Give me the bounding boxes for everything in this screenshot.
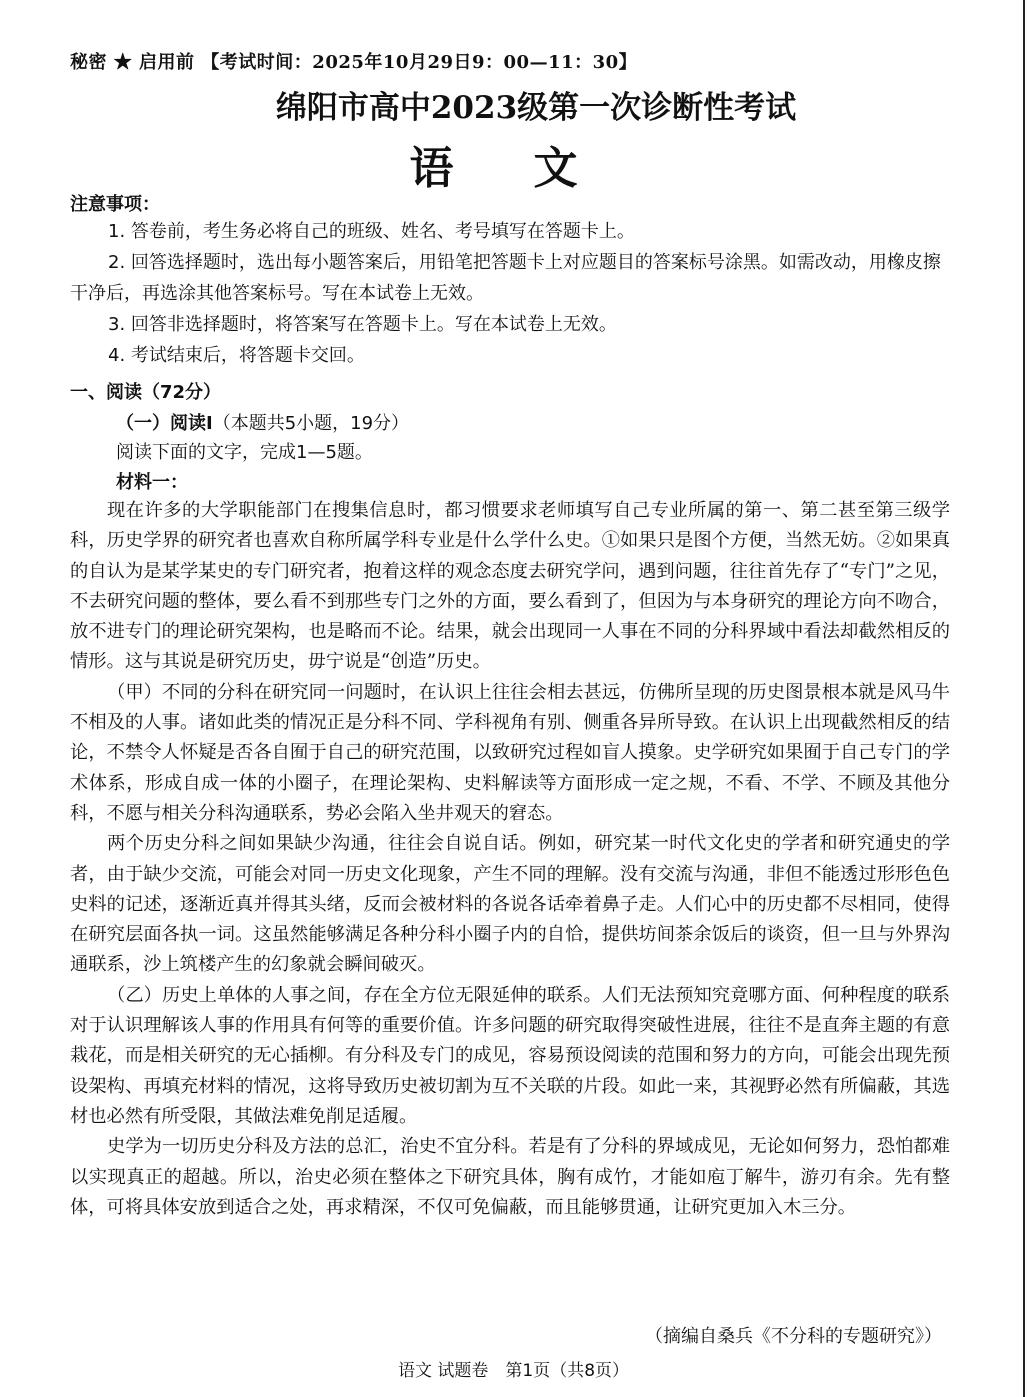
subsection-heading	[116, 409, 409, 435]
passage-paragraph: （乙）历史上单体的人事之间，存在全方位无限延伸的联系。人们无法预知究竟哪方面、何种程度的联系对于认识理解该人事的作用具有何等的重要价值。许多问题的研究取得突破性进展，往往不是直奔主题的有意栽花，而是相关研究的无心插柳。有分科及专门的成见，容易预设阅读的范围和努力的方向，可能会出现先预设架构、再填充材料的情况，这将导致历史被切割为互不关联的片段。如此一来，其视野必然有所偏蔽，其选材也必然有所受限，其做法难免削足适履。	[70, 984, 950, 1127]
subject-title: 语文	[409, 143, 658, 194]
page-footer: 语文 试题卷 第1页（共8页）	[397, 1361, 630, 1381]
passage-paragraph: 史学为一切历史分科及方法的总汇，治史不宜分科。若是有了分科的界域成见，无论如何努力，恐怕都难以实现真正的超越。所以，治史必须在整体之下研究具体，胸有成竹，才能如庖丁解牛，游刃有余。先有整体，可将具体安放到适合之处，再求精深，不仅可免偏蔽，而且能够贯通，让研究更加入木三分。	[70, 1136, 950, 1218]
passage-paragraph: 两个历史分科之间如果缺少沟通，往往会自说自话。例如，研究某一时代文化史的学者和研究通史的学者，由于缺少交流，可能会对同一历史文化现象，产生不同的理解。没有交流与沟通，非但不能透过形形色色史料的记述，逐渐近真并得其头绪，反而会被材料的各说各话牵着鼻子走。人们心中的历史都不尽相同，使得在研究层面各执一词。这虽然能够满足各种分科小圈子内的自恰，提供坊间茶余饭后的谈资，但一旦与外界沟通联系，沙上筑楼产生的幻象就会瞬间破灭。	[70, 833, 950, 976]
subsection-title: （一）阅读Ⅰ	[116, 413, 213, 434]
passage-source: （摘编自桑兵《不分科的专题研究》）	[645, 1326, 942, 1347]
notice-list	[70, 216, 950, 371]
notice-item: 3. 回答非选择题时，将答案写在答题卡上。写在本试卷上无效。	[108, 314, 617, 335]
notice-item: 2. 回答选择题时，选出每小题答案后，用铅笔把答题卡上对应题目的答案标号涂黑。如需改动，用橡皮擦干净后，再选涂其他答案标号。写在本试卷上无效。	[70, 252, 941, 304]
passage-paragraph: （甲）不同的分科在研究同一问题时，在认识上往往会相去甚远，仿佛所呈现的历史图景根本就是风马牛不相及的人事。诸如此类的情况正是分科不同、学科视角有别、侧重各异所导致。在认识上出现截然相反的结论，不禁令人怀疑是否各自囿于自己的研究范围，以致研究过程如盲人摸象。史学研究如果囿于自己专门的学术体系，形成自成一体的小圈子，在理论架构、史料解读等方面形成一定之规，不看、不学、不顾及其他分科，不愿与相关分科沟通联系，势必会陷入坐井观天的窘态。	[70, 681, 950, 824]
scan-edge-line	[1023, 0, 1025, 1397]
confidential-exam-time-line: 秘密 ★ 启用前 【考试时间：2025年10月29日9：00—11：30】	[70, 52, 638, 73]
notice-heading: 注意事项：	[70, 194, 160, 215]
passage-paragraph: 现在许多的大学职能部门在搜集信息时，都习惯要求老师填写自己专业所属的第一、第二甚至第三级学科，历史学界的研究者也喜欢自称所属学科专业是什么学什么史。①如果只是图个方便，当然无妨。②如果真的自认为是某学某史的专门研究者，抱着这样的观念态度去研究学问，遇到问题，往往首先存了“专门”之见，不去研究问题的整体，要么看不到那些专门之外的方面，要么看到了，但因为与本身研究的理论方向不吻合，放不进专门的理论研究架构，也是略而不论。结果，就会出现同一人事在不同的分科界域中看法却截然相反的情形。这与其说是研究历史，毋宁说是“创造”历史。	[70, 500, 950, 673]
notice-item: 1. 答卷前，考生务必将自己的班级、姓名、考号填写在答题卡上。	[108, 221, 635, 242]
exam-title: 绵阳市高中2023级第一次诊断性考试	[275, 90, 797, 126]
section-heading: 一、阅读（72分）	[70, 382, 222, 403]
reading-passage	[70, 496, 950, 1223]
reading-instruction: 阅读下面的文字，完成1—5题。	[116, 442, 373, 463]
subsection-note: （本题共5小题，19分）	[212, 413, 410, 434]
notice-item: 4. 考试结束后，将答题卡交回。	[108, 345, 365, 366]
material-label: 材料一：	[116, 472, 188, 493]
